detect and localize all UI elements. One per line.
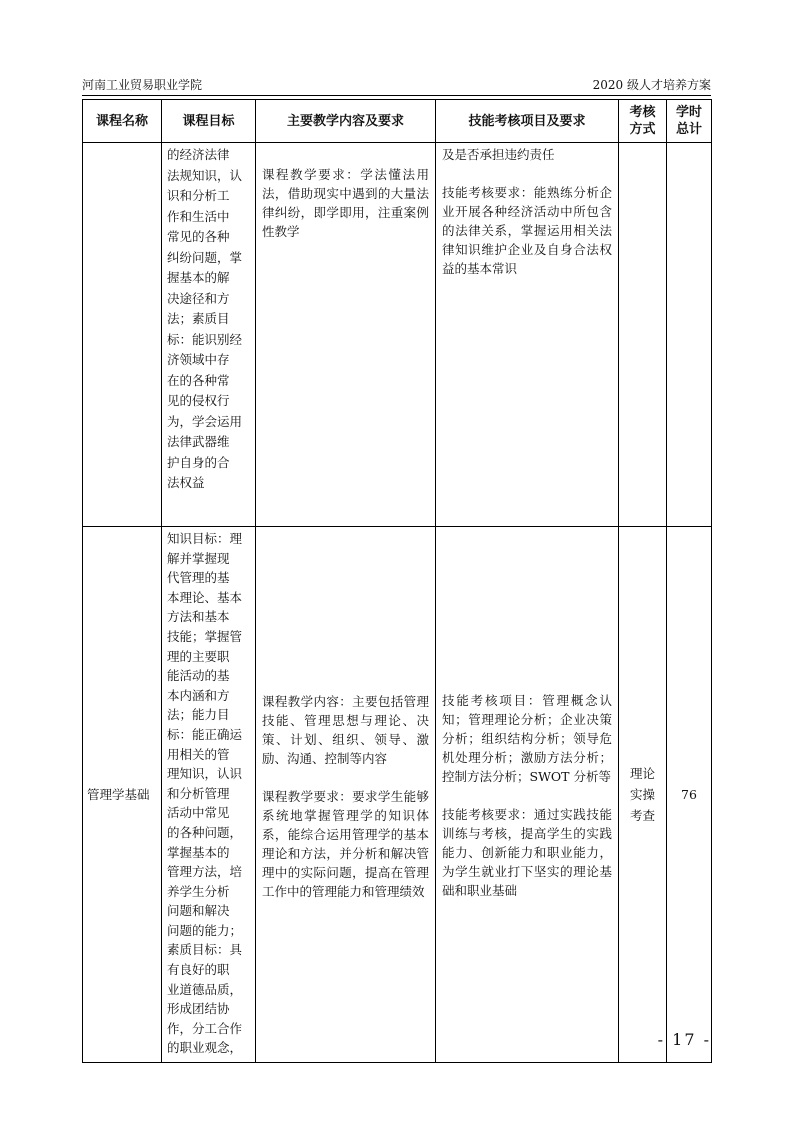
cell-course-name (83, 527, 162, 1063)
content-paragraph: 课程教学要求：学法懂法用法，借助现实中遇到的大量法律纠纷，即学即用，注重案例性教学 (262, 167, 429, 239)
goal-line: 为，学会运用 (167, 413, 243, 429)
content-text (256, 689, 435, 901)
cell-skill (436, 143, 619, 527)
col-header-method-text: 考核方式 (629, 105, 656, 137)
goal-line: 形成团结协 (167, 1001, 230, 1017)
skill-text (436, 143, 618, 278)
cell-course-name (83, 143, 162, 527)
paragraph-spacer (442, 786, 612, 805)
goal-lines (162, 143, 255, 494)
goal-line: 见的侵权行 (167, 393, 230, 408)
goal-line: 在的各种常 (167, 372, 230, 388)
content-paragraph (262, 146, 429, 165)
goal-line: 活动中常见 (167, 805, 230, 821)
goal-line: 养学生分析 (167, 883, 230, 899)
goal-line: 护自身的合 (167, 454, 230, 470)
course-name: 管理学基础 (87, 786, 150, 802)
goal-line: 本内涵和方 (167, 687, 230, 703)
goal-line: 握基本的解 (167, 270, 230, 285)
goal-line: 的各种问题， (167, 824, 243, 840)
content-paragraph: 课程教学内容：主要包括管理技能、管理思想与理论、决策、计划、组织、领导、激励、沟通、控制等内容 (262, 693, 429, 766)
goal-line: 标：能识别经 (167, 331, 243, 347)
goal-line: 作，分工合作 (167, 1020, 243, 1036)
goal-line: 本理论、基本 (167, 589, 243, 605)
goal-line: 济领域中存 (167, 352, 230, 367)
cell-content (256, 143, 436, 527)
header-divider (82, 95, 711, 96)
goal-lines (162, 527, 255, 1058)
col-header-content: 主要教学内容及要求 (256, 100, 436, 143)
page-number: - 17 - (657, 1030, 711, 1049)
goal-line: 的经济法律 (167, 147, 230, 162)
goal-line: 方法和基本 (167, 609, 230, 625)
col-header-course-name: 课程名称 (83, 100, 162, 143)
goal-line: 问题和解决 (167, 903, 230, 919)
skill-paragraph: 技能考核项目：管理概念认知；管理理论分析；企业决策分析；组织结构分析；领导危机处理分析；激励方法分析；控制方法分析；SWOT 分析等 (442, 693, 612, 784)
goal-line: 作和生活中 (167, 208, 230, 224)
goal-line: 理知识，认识 (167, 766, 243, 782)
paragraph-spacer (442, 164, 612, 183)
school-name: 河南工业贸易职业学院 (82, 78, 203, 92)
plan-title: 2020 级人才培养方案 (592, 78, 711, 92)
goal-line: 法律武器维 (167, 434, 230, 449)
cell-course-goal (162, 143, 256, 527)
goal-line: 问题的能力； (167, 922, 243, 938)
col-header-skill: 技能考核项目及要求 (436, 100, 619, 143)
goal-line: 标：能正确运 (167, 726, 243, 742)
goal-line: 技能；掌握管 (167, 628, 243, 644)
col-header-method (619, 100, 667, 143)
table-row (83, 527, 712, 1063)
goal-line: 纠纷问题，掌 (167, 249, 243, 265)
col-header-course-goal: 课程目标 (162, 100, 256, 143)
skill-text (436, 689, 618, 900)
goal-line: 业道德品质， (167, 981, 243, 997)
col-header-hours (667, 100, 712, 143)
col-header-hours-text: 学时总计 (675, 105, 702, 137)
goal-line: 管理方法，培 (167, 864, 243, 880)
goal-line: 决途径和方 (167, 290, 230, 306)
goal-line: 素质目标：具 (167, 942, 243, 958)
goal-line: 法；素质目 (167, 311, 230, 326)
cell-skill (436, 527, 619, 1063)
goal-line: 和分析管理 (167, 785, 230, 801)
goal-line: 有良好的职 (167, 962, 230, 978)
paragraph-spacer (262, 768, 429, 787)
cell-content (256, 527, 436, 1063)
goal-line: 常见的各种 (167, 229, 230, 244)
skill-paragraph: 技能考核要求：通过实践技能训练与考核，提高学生的实践能力、创新能力和职业能力，为学生就业打下坚实的理论基础和职业基础 (442, 807, 612, 898)
cell-hours (667, 527, 712, 1063)
cell-course-goal (162, 527, 256, 1063)
cell-hours (667, 143, 712, 527)
goal-line: 法权益 (167, 475, 205, 490)
cell-method (619, 527, 667, 1063)
goal-line: 掌握基本的 (167, 844, 230, 860)
table-header-row (83, 100, 712, 143)
goal-line: 的职业观念， (167, 1040, 243, 1056)
goal-line: 法规知识，认 (167, 167, 243, 183)
total-hours: 76 (681, 787, 697, 802)
goal-line: 法；能力目 (167, 707, 230, 723)
assessment-method: 理论实操考查 (629, 766, 655, 823)
skill-paragraph: 及是否承担违约责任 (442, 147, 555, 162)
goal-line: 知识目标：理 (167, 531, 243, 546)
content-paragraph: 课程教学要求：要求学生能够系统地掌握管理学的知识体系，能综合运用管理学的基本理论和方法，并分析和解决管理中的实际问题，提高在管理工作中的管理能力和管理绩效 (262, 788, 429, 899)
goal-line: 解并掌握现 (167, 550, 230, 566)
content-text (256, 143, 435, 241)
curriculum-table (82, 99, 712, 1063)
goal-line: 理的主要职 (167, 648, 230, 664)
skill-paragraph: 技能考核要求：能熟练分析企业开展各种经济活动中所包含的法律关系，掌握运用相关法律知识维护企业及自身合法权益的基本常识 (442, 185, 612, 276)
goal-line: 用相关的管 (167, 746, 230, 762)
goal-line: 代管理的基 (167, 570, 230, 586)
cell-method (619, 143, 667, 527)
table-row (83, 143, 712, 527)
goal-line: 能活动的基 (167, 668, 230, 684)
goal-line: 识和分析工 (167, 188, 230, 203)
